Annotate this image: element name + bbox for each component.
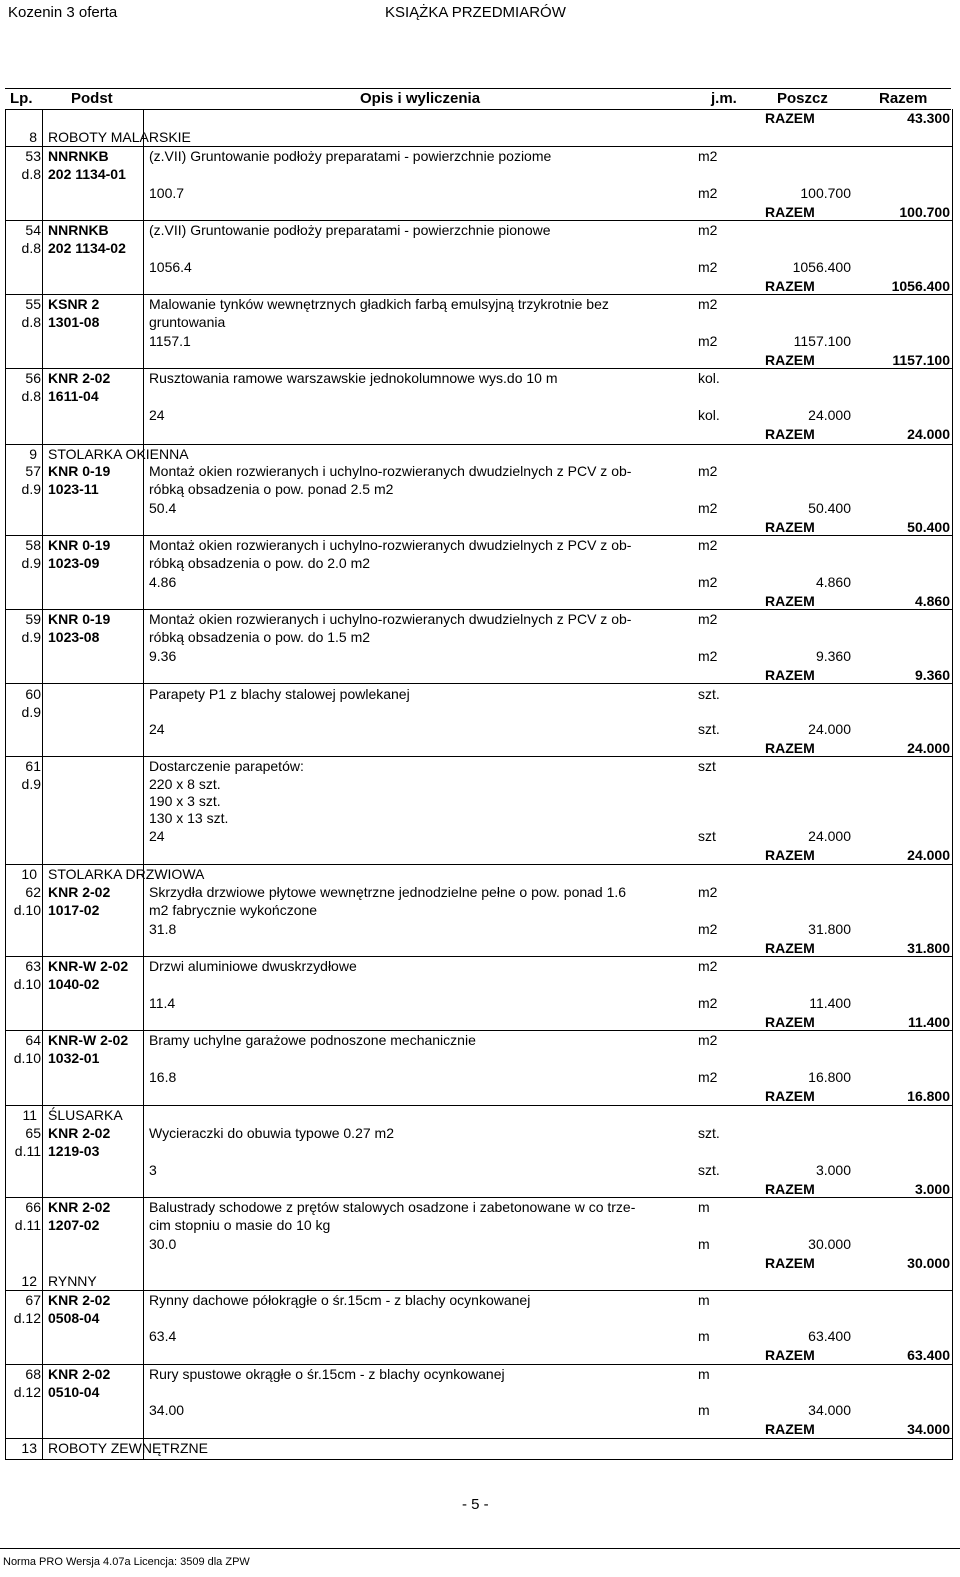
item-description: Wycieraczki do obuwia typowe 0.27 m2 <box>149 1125 394 1141</box>
item-lp: 68 <box>25 1366 41 1382</box>
item-basis-number: 0508-04 <box>48 1310 100 1326</box>
item-razem-label: RAZEM <box>765 278 815 294</box>
item-poszcz: 34.000 <box>808 1402 851 1418</box>
item-razem-label: RAZEM <box>765 740 815 756</box>
item-razem: 100.700 <box>899 204 950 220</box>
item-poszcz: 4.860 <box>815 574 851 590</box>
item-razem-label: RAZEM <box>765 352 815 368</box>
item-description: Rury spustowe okrągłe o śr.15cm - z blachy ocynkowanej <box>149 1366 505 1382</box>
item-calc: 24 <box>149 407 165 423</box>
item-basis-number: 1017-02 <box>48 902 100 918</box>
item-unit: m <box>698 1199 710 1215</box>
row-divider <box>6 956 952 957</box>
item-razem-label: RAZEM <box>765 1181 815 1197</box>
item-description-cont: gruntowania <box>149 314 226 330</box>
item-description: Montaż okien rozwieranych i uchylno-rozwieranych dwudzielnych z PCV z ob- <box>149 463 632 479</box>
item-calc: 50.4 <box>149 500 177 516</box>
item-section-ref: d.10 <box>13 1050 41 1066</box>
item-section-ref: d.8 <box>21 240 41 256</box>
item-razem: 3.000 <box>914 1181 950 1197</box>
item-calc: 1056.4 <box>149 259 192 275</box>
section-title: ROBOTY ZEWNĘTRZNE <box>48 1440 208 1456</box>
item-basis-number: 202 1134-02 <box>48 240 126 256</box>
item-calc-unit: m2 <box>698 1069 718 1085</box>
item-razem-label: RAZEM <box>765 519 815 535</box>
section-title: ŚLUSARKA <box>48 1107 123 1123</box>
section-title: STOLARKA OKIENNA <box>48 446 189 462</box>
item-razem: 4.860 <box>914 593 950 609</box>
item-basis-code: NNRNKB <box>48 148 109 164</box>
item-description: (z.VII) Gruntowanie podłoży preparatami - powierzchnie pionowe <box>149 222 551 238</box>
item-lp: 67 <box>25 1292 41 1308</box>
item-section-ref: d.12 <box>13 1310 41 1326</box>
item-unit: szt <box>698 758 716 774</box>
item-basis-code: KNR-W 2-02 <box>48 958 129 974</box>
item-description-cont: 130 x 13 szt. <box>149 810 229 826</box>
item-poszcz: 11.400 <box>809 995 851 1011</box>
page-number: - 5 - <box>462 1496 489 1513</box>
item-calc-unit: szt <box>698 828 716 844</box>
item-section-ref: d.8 <box>21 314 41 330</box>
item-basis-code: KNR 2-02 <box>48 1125 111 1141</box>
item-basis-number: 1611-04 <box>48 388 99 404</box>
item-calc: 4.86 <box>149 574 177 590</box>
item-section-ref: d.9 <box>21 481 41 497</box>
item-calc: 31.8 <box>149 921 177 937</box>
item-calc-unit: m <box>698 1236 710 1252</box>
item-unit: szt. <box>698 1125 720 1141</box>
item-lp: 61 <box>25 758 41 774</box>
item-description: Dostarczenie parapetów: <box>149 758 304 774</box>
item-unit: m2 <box>698 296 718 312</box>
item-description: Montaż okien rozwieranych i uchylno-rozwieranych dwudzielnych z PCV z ob- <box>149 611 632 627</box>
item-calc: 30.0 <box>149 1236 177 1252</box>
item-razem-label: RAZEM <box>765 1347 815 1363</box>
row-divider <box>6 1030 952 1031</box>
item-lp: 58 <box>25 537 41 553</box>
item-poszcz: 1157.100 <box>793 333 851 349</box>
item-description-cont: m2 fabrycznie wykończone <box>149 902 318 918</box>
item-razem: 16.800 <box>907 1088 950 1104</box>
item-poszcz: 24.000 <box>808 828 851 844</box>
row-divider <box>6 756 952 757</box>
item-basis-code: KNR 0-19 <box>48 537 111 553</box>
row-divider <box>6 683 952 684</box>
item-lp: 62 <box>25 884 41 900</box>
footer-divider <box>0 1548 960 1549</box>
item-description: Parapety P1 z blachy stalowej powlekanej <box>149 686 410 702</box>
item-lp: 60 <box>25 686 41 702</box>
item-unit: m <box>698 1292 710 1308</box>
row-divider <box>6 220 952 221</box>
item-calc-unit: m2 <box>698 995 718 1011</box>
item-poszcz: 16.800 <box>808 1069 851 1085</box>
item-section-ref: d.11 <box>14 1217 41 1233</box>
item-section-ref: d.11 <box>14 1143 41 1159</box>
item-calc-unit: kol. <box>698 407 720 423</box>
item-basis-number: 202 1134-01 <box>48 166 126 182</box>
item-lp: 57 <box>25 463 41 479</box>
item-poszcz: 63.400 <box>808 1328 851 1344</box>
item-section-ref: d.10 <box>13 902 41 918</box>
item-calc: 1157.1 <box>149 333 191 349</box>
item-basis-number: 1207-02 <box>48 1217 100 1233</box>
item-lp: 64 <box>25 1032 41 1048</box>
item-calc: 3 <box>149 1162 157 1178</box>
item-description: Drzwi aluminiowe dwuskrzydłowe <box>149 958 357 974</box>
item-poszcz: 30.000 <box>808 1236 851 1252</box>
item-poszcz: 3.000 <box>815 1162 851 1178</box>
item-basis-number: 1040-02 <box>48 976 100 992</box>
item-basis-number: 1301-08 <box>48 314 100 330</box>
item-poszcz: 9.360 <box>815 648 851 664</box>
item-basis-number: 1023-09 <box>48 555 100 571</box>
item-basis-code: KNR 0-19 <box>48 463 111 479</box>
item-razem: 24.000 <box>907 847 950 863</box>
item-lp: 56 <box>25 370 41 386</box>
item-unit: m2 <box>698 148 718 164</box>
item-section-ref: d.8 <box>21 388 41 404</box>
row-divider <box>6 864 952 865</box>
razem-value: 43.300 <box>907 110 950 126</box>
item-poszcz: 100.700 <box>800 185 851 201</box>
row-divider <box>6 535 952 536</box>
section-number: 13 <box>21 1440 37 1456</box>
item-razem: 34.000 <box>907 1421 950 1437</box>
razem-label: RAZEM <box>765 110 815 126</box>
item-razem: 30.000 <box>907 1255 950 1271</box>
item-description-cont: 190 x 3 szt. <box>149 793 221 809</box>
col-opis: Opis i wyliczenia <box>360 90 481 107</box>
item-basis-number: 0510-04 <box>48 1384 100 1400</box>
item-unit: szt. <box>698 686 720 702</box>
row-divider <box>6 1197 952 1198</box>
item-calc: 63.4 <box>149 1328 177 1344</box>
estimate-table <box>5 109 953 1460</box>
col-razem: Razem <box>879 90 928 107</box>
item-calc: 34.00 <box>149 1402 185 1418</box>
item-calc-unit: m2 <box>698 259 718 275</box>
item-description: Rusztowania ramowe warszawskie jednokolumnowe wys.do 10 m <box>149 370 558 386</box>
item-description-cont: róbką obsadzenia o pow. do 2.0 m2 <box>149 555 371 571</box>
item-description: Balustrady schodowe z prętów stalowych osadzone i zabetonowane w co trze- <box>149 1199 636 1215</box>
item-razem-label: RAZEM <box>765 1014 815 1030</box>
item-basis-code: KNR 2-02 <box>48 884 111 900</box>
item-basis-code: KNR 0-19 <box>48 611 111 627</box>
item-description-cont: róbką obsadzenia o pow. do 1.5 m2 <box>149 629 371 645</box>
item-description: Bramy uchylne garażowe podnoszone mechanicznie <box>149 1032 476 1048</box>
item-section-ref: d.10 <box>13 976 41 992</box>
item-basis-number: 1023-11 <box>48 481 99 497</box>
item-razem-label: RAZEM <box>765 426 815 442</box>
item-razem-label: RAZEM <box>765 940 815 956</box>
item-basis-code: KNR 2-02 <box>48 1199 111 1215</box>
item-razem: 24.000 <box>907 740 950 756</box>
item-calc-unit: szt. <box>698 1162 720 1178</box>
item-unit: m2 <box>698 958 718 974</box>
row-divider <box>6 609 952 610</box>
item-calc-unit: m <box>698 1402 710 1418</box>
item-razem: 24.000 <box>907 426 950 442</box>
item-section-ref: d.9 <box>21 704 41 720</box>
item-lp: 66 <box>25 1199 41 1215</box>
item-razem-label: RAZEM <box>765 1421 815 1437</box>
item-description: (z.VII) Gruntowanie podłoży preparatami - powierzchnie poziome <box>149 148 552 164</box>
item-calc-unit: m2 <box>698 185 718 201</box>
section-title: RYNNY <box>48 1273 97 1289</box>
col-lp: Lp. <box>10 90 33 107</box>
item-unit: m2 <box>698 884 718 900</box>
item-description-cont: cim stopniu o masie do 10 kg <box>149 1217 331 1233</box>
column-headers <box>5 88 951 110</box>
item-razem: 11.400 <box>907 1014 950 1030</box>
item-calc-unit: m2 <box>698 333 718 349</box>
row-divider <box>6 146 952 147</box>
item-calc-unit: m2 <box>698 921 718 937</box>
item-unit: m2 <box>698 463 718 479</box>
item-unit: m <box>698 1366 710 1382</box>
item-poszcz: 1056.400 <box>792 259 851 275</box>
header-left: Kozenin 3 oferta <box>8 4 118 21</box>
item-basis-code: KNR 2-02 <box>48 1292 111 1308</box>
item-lp: 59 <box>25 611 41 627</box>
item-basis-code: KNR-W 2-02 <box>48 1032 129 1048</box>
item-unit: m2 <box>698 1032 718 1048</box>
item-section-ref: d.8 <box>21 166 41 182</box>
item-unit: m2 <box>698 611 718 627</box>
item-razem-label: RAZEM <box>765 204 815 220</box>
item-unit: kol. <box>698 370 720 386</box>
software-note: Norma PRO Wersja 4.07a Licencja: 3509 dla ZPW <box>3 1556 250 1568</box>
item-calc: 9.36 <box>149 648 177 664</box>
item-description: Skrzydła drzwiowe płytowe wewnętrzne jednodzielne pełne o pow. ponad 1.6 <box>149 884 627 900</box>
item-calc-unit: szt. <box>698 721 720 737</box>
item-razem: 9.360 <box>914 667 950 683</box>
item-calc-unit: m2 <box>698 500 718 516</box>
section-number: 9 <box>29 446 37 462</box>
section-title: STOLARKA DRZWIOWA <box>48 866 205 882</box>
row-divider <box>6 1290 952 1291</box>
item-razem: 1056.400 <box>891 278 950 294</box>
row-divider <box>6 368 952 369</box>
row-divider <box>6 444 952 445</box>
item-razem-label: RAZEM <box>765 1255 815 1271</box>
item-calc: 11.4 <box>149 995 176 1011</box>
item-description: Montaż okien rozwieranych i uchylno-rozwieranych dwudzielnych z PCV z ob- <box>149 537 632 553</box>
row-divider <box>6 1105 952 1106</box>
row-divider <box>6 1364 952 1365</box>
item-calc: 24 <box>149 721 165 737</box>
item-unit: m2 <box>698 222 718 238</box>
item-calc: 100.7 <box>149 185 185 201</box>
item-calc: 16.8 <box>149 1069 177 1085</box>
item-unit: m2 <box>698 537 718 553</box>
item-razem: 50.400 <box>907 519 950 535</box>
item-poszcz: 24.000 <box>808 407 851 423</box>
item-poszcz: 24.000 <box>808 721 851 737</box>
item-razem: 1157.100 <box>892 352 950 368</box>
item-lp: 55 <box>25 296 41 312</box>
col-jm: j.m. <box>711 90 737 107</box>
item-razem: 31.800 <box>907 940 950 956</box>
section-number: 8 <box>29 129 37 145</box>
item-description-cont: róbką obsadzenia o pow. ponad 2.5 m2 <box>149 481 394 497</box>
item-section-ref: d.9 <box>21 776 41 792</box>
section-title: ROBOTY MALARSKIE <box>48 129 191 145</box>
item-lp: 65 <box>25 1125 41 1141</box>
item-basis-code: KNR 2-02 <box>48 1366 111 1382</box>
row-divider <box>6 294 952 295</box>
item-description: Rynny dachowe półokrągłe o śr.15cm - z blachy ocynkowanej <box>149 1292 531 1308</box>
section-number: 10 <box>21 866 37 882</box>
col-podst: Podst <box>71 90 113 107</box>
item-basis-number: 1219-03 <box>48 1143 100 1159</box>
item-description: Malowanie tynków wewnętrznych gładkich farbą emulsyjną trzykrotnie bez <box>149 296 609 312</box>
col-poszcz: Poszcz <box>777 90 828 107</box>
item-description-cont: 220 x 8 szt. <box>149 776 221 792</box>
item-razem-label: RAZEM <box>765 667 815 683</box>
item-calc: 24 <box>149 828 165 844</box>
item-basis-code: NNRNKB <box>48 222 109 238</box>
item-razem-label: RAZEM <box>765 1088 815 1104</box>
header-title: KSIĄŻKA PRZEDMIARÓW <box>385 4 566 21</box>
item-section-ref: d.12 <box>13 1384 41 1400</box>
item-lp: 63 <box>25 958 41 974</box>
item-section-ref: d.9 <box>21 629 41 645</box>
item-basis-code: KNR 2-02 <box>48 370 111 386</box>
item-basis-number: 1032-01 <box>48 1050 100 1066</box>
item-poszcz: 50.400 <box>808 500 851 516</box>
item-lp: 54 <box>25 222 41 238</box>
item-razem-label: RAZEM <box>765 593 815 609</box>
item-poszcz: 31.800 <box>808 921 851 937</box>
item-basis-number: 1023-08 <box>48 629 100 645</box>
item-section-ref: d.9 <box>21 555 41 571</box>
item-calc-unit: m <box>698 1328 710 1344</box>
item-basis-code: KSNR 2 <box>48 296 100 312</box>
row-divider <box>6 1438 952 1439</box>
section-number: 11 <box>22 1107 37 1123</box>
section-number: 12 <box>21 1273 37 1289</box>
item-calc-unit: m2 <box>698 574 718 590</box>
item-lp: 53 <box>25 148 41 164</box>
item-razem-label: RAZEM <box>765 847 815 863</box>
item-razem: 63.400 <box>907 1347 950 1363</box>
item-calc-unit: m2 <box>698 648 718 664</box>
